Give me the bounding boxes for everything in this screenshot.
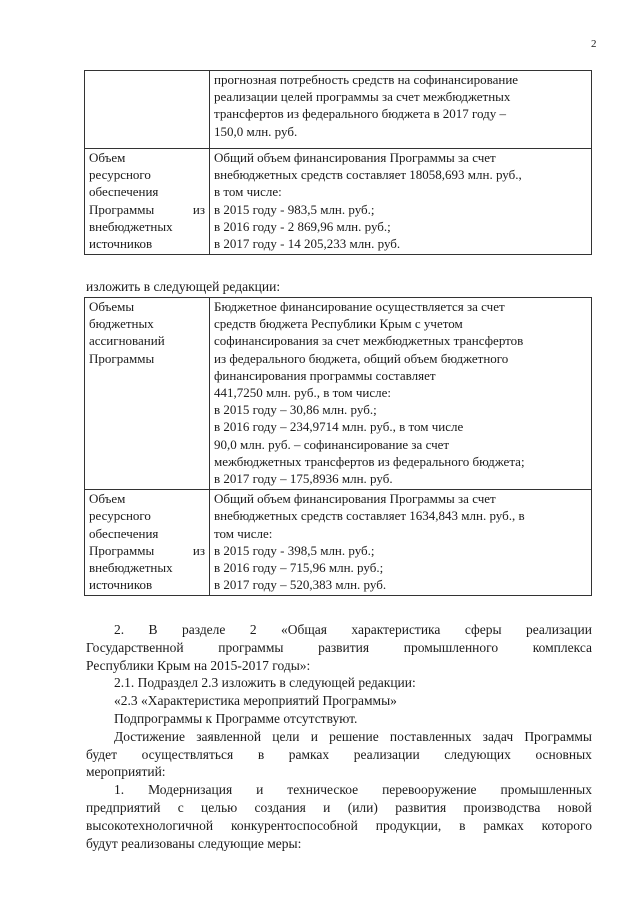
body-text — [86, 621, 592, 852]
text-line: внебюджетных средств составляет 18058,693 млн. руб., — [214, 167, 522, 183]
label-line: внебюджетных — [89, 218, 173, 234]
label-line: обеспечения — [89, 525, 159, 541]
word: разделе — [181, 622, 226, 637]
intro-text: изложить в следующей редакции: — [86, 279, 281, 294]
word: программы — [218, 639, 284, 655]
label-line: Объем — [89, 150, 126, 165]
word: основных — [535, 746, 592, 762]
paragraph-line — [86, 781, 592, 799]
label-line: ресурсного — [89, 508, 151, 524]
word: с — [177, 799, 184, 815]
word: и — [310, 728, 318, 744]
paragraph-line: Подпрограммы к Программе отсутствуют. — [114, 710, 358, 726]
word: следующих — [444, 746, 511, 762]
label-line: Объемы — [89, 299, 135, 314]
text-line: в 2015 году - 398,5 млн. руб.; — [214, 542, 375, 558]
word: и — [256, 782, 264, 798]
text-line: в 2015 году - 983,5 млн. руб.; — [214, 201, 375, 217]
word: поставленных — [389, 728, 472, 744]
label-word: из — [192, 542, 205, 558]
word: развития — [318, 639, 370, 655]
word: В — [148, 622, 158, 637]
word: в — [459, 817, 466, 833]
text-line: в 2016 году – 715,96 млн. руб.; — [214, 560, 384, 576]
text-line: том числе: — [214, 525, 273, 541]
word: создания — [254, 799, 306, 815]
text-line: в том числе: — [214, 184, 282, 200]
word: 2. — [114, 622, 125, 637]
word: конкурентоспособной — [231, 817, 358, 833]
label-cell — [85, 149, 210, 255]
paragraph-line: мероприятий: — [86, 764, 166, 780]
table-row — [85, 298, 592, 490]
text-cell — [210, 490, 592, 596]
text-cell — [210, 149, 592, 255]
label-cell — [85, 490, 210, 596]
word: характеристика — [351, 622, 441, 637]
label-line: внебюджетных — [89, 560, 173, 576]
paragraph-line: 2.1. Подраздел 2.3 изложить в следующей редакции: — [114, 675, 416, 691]
label-cell — [85, 71, 210, 149]
paragraph-line: Республики Крым на 2015-2017 годы»: — [86, 657, 311, 673]
text-line: средств бюджета Республики Крым с учетом — [214, 316, 463, 332]
label-cell — [85, 298, 210, 490]
label-line: обеспечения — [89, 184, 159, 200]
text-line: в 2017 году – 520,383 млн. руб. — [214, 577, 387, 593]
label-word: Программы — [89, 201, 155, 217]
word: продукции, — [375, 817, 442, 833]
text-line: трансфертов из федерального бюджета в 2017 году – — [214, 106, 507, 122]
text-line: прогнозная потребность средств на софинансирование — [214, 72, 519, 87]
word: сферы — [464, 622, 502, 637]
paragraph-line — [86, 746, 592, 764]
label-line — [89, 542, 205, 559]
text-line: внебюджетных средств составляет 1634,843 млн. руб., в — [214, 508, 525, 524]
text-line: в 2015 году – 30,86 млн. руб.; — [214, 402, 377, 418]
word: «Общая — [281, 622, 327, 637]
word: развития — [395, 799, 447, 815]
table-row — [85, 490, 592, 596]
label-line: Программы — [89, 350, 155, 366]
label-word: из — [192, 201, 205, 217]
paragraph-line — [86, 817, 592, 835]
text-line: в 2017 году - 14 205,233 млн. руб. — [214, 236, 401, 252]
word: комплекса — [532, 639, 592, 655]
word: перевооружение — [382, 782, 477, 798]
word: которого — [541, 817, 592, 833]
word: рамках — [288, 746, 330, 762]
word: задач — [482, 728, 514, 744]
word: (или) — [347, 799, 378, 815]
label-line: Объем — [89, 491, 126, 507]
text-cell — [210, 71, 592, 149]
word: новой — [557, 799, 592, 815]
word: цели — [272, 728, 300, 744]
new-program-table — [84, 297, 592, 596]
word: 2 — [249, 622, 257, 637]
text-line: в 2016 году - 2 869,96 млн. руб.; — [214, 218, 391, 234]
word: промышленных — [500, 782, 592, 798]
word: в — [257, 746, 265, 762]
label-line — [89, 201, 205, 218]
paragraph-line — [86, 621, 592, 639]
word: заявленной — [196, 728, 262, 744]
word: высокотехнологичной — [86, 817, 214, 833]
word: и — [323, 799, 331, 815]
word: рамках — [483, 817, 524, 833]
label-line: источников — [89, 577, 153, 593]
word: решение — [329, 728, 379, 744]
word: предприятий — [86, 799, 161, 815]
label-line: источников — [89, 236, 153, 252]
paragraph-line — [86, 728, 592, 746]
word: промышленного — [403, 639, 499, 655]
word: Государственной — [86, 639, 184, 655]
text-line: софинансирования за счет межбюджетных трансфертов — [214, 333, 524, 349]
word: будет — [86, 746, 118, 762]
text-line: Общий объем финансирования Программы за счет — [214, 491, 496, 507]
text-line: 441,7250 млн. руб., в том числе: — [214, 385, 391, 401]
word: 1. — [114, 782, 125, 798]
text-line: Общий объем финансирования Программы за счет — [214, 150, 496, 165]
old-program-table — [84, 70, 592, 255]
page-number: 2 — [591, 38, 597, 50]
text-line: Бюджетное финансирование осуществляется за счет — [214, 299, 505, 314]
label-line: ресурсного — [89, 167, 151, 183]
text-line: 90,0 млн. руб. – софинансирование за счет — [214, 436, 450, 452]
text-line: в 2017 году – 175,8936 млн. руб. — [214, 471, 393, 487]
paragraph-line: будут реализованы следующие меры: — [86, 835, 302, 851]
text-line: из федерального бюджета, общий объем бюджетного — [214, 350, 509, 366]
word: реализации — [353, 746, 420, 762]
word: осуществляться — [141, 746, 234, 762]
label-word: Программы — [89, 542, 155, 558]
word: целью — [201, 799, 238, 815]
text-line: в 2016 году – 234,9714 млн. руб., в том числе — [214, 419, 464, 435]
label-line: ассигнований — [89, 333, 165, 349]
word: Достижение — [114, 728, 185, 744]
paragraph-line — [86, 639, 592, 657]
word: производства — [463, 799, 541, 815]
text-line: межбюджетных трансфертов из федерального бюджета; — [214, 453, 525, 469]
table-row — [85, 149, 592, 255]
word: Программы — [524, 728, 592, 744]
paragraph-line: «2.3 «Характеристика мероприятий Программы» — [114, 693, 397, 709]
word: Модернизация — [148, 782, 233, 798]
paragraph-line — [86, 799, 592, 817]
word: реализации — [525, 622, 592, 637]
text-line: финансирования программы составляет — [214, 367, 436, 383]
text-cell — [210, 298, 592, 490]
word: техническое — [287, 782, 359, 798]
text-line: реализации целей программы за счет межбюджетных — [214, 89, 511, 105]
text-line: 150,0 млн. руб. — [214, 123, 298, 139]
label-line: бюджетных — [89, 316, 154, 332]
table-row — [85, 71, 592, 149]
